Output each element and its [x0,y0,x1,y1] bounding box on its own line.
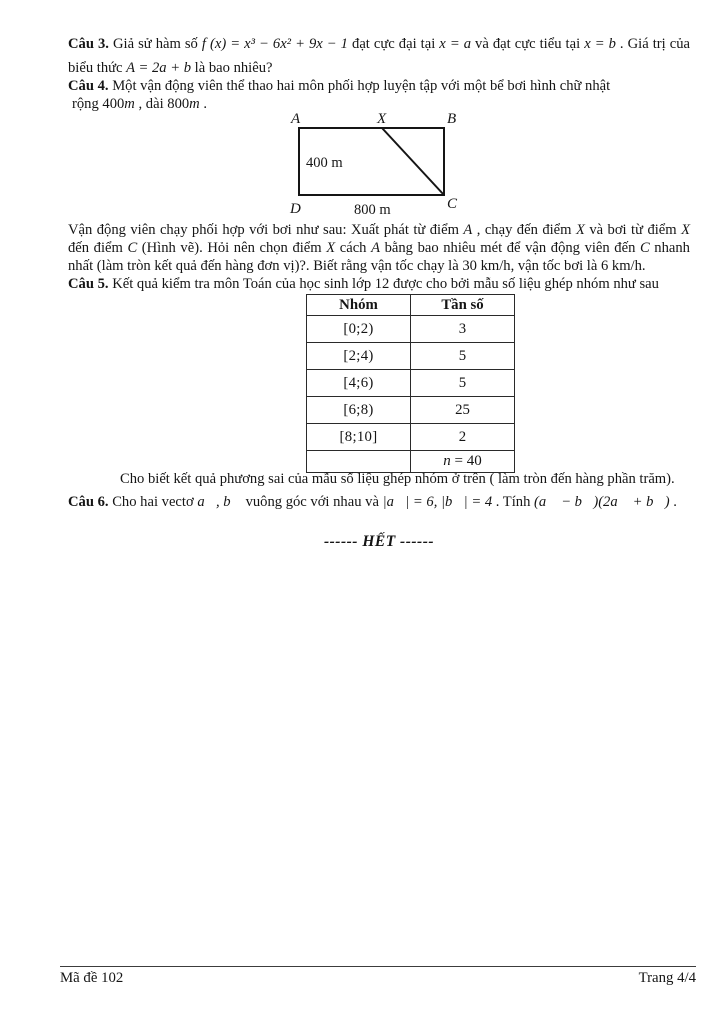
frequency-cell: 5 [411,343,515,370]
frequency-cell: 25 [411,397,515,424]
page-footer [60,966,696,987]
pool-length-label: 800 m [354,202,391,218]
question-5-note: Cho biết kết quả phương sai của mẫu số liệu ghép nhóm ở trên ( làm tròn đến hàng phần trăm). [120,471,675,487]
point-x-label: X [377,111,387,127]
table-row [307,424,515,451]
question-3-line-1: Câu 3. Giả sử hàm số f (x) = x³ − 6x² + 9x − 1 đạt cực đại tại x = a và đạt cực tiểu tại x = b . Giá trị của [68,36,690,52]
frequency-cell: 5 [411,370,515,397]
vertex-a-label: A [291,111,301,127]
group-cell: [8;10] [307,424,411,451]
table-row [307,343,515,370]
frequency-table-wrap [306,294,515,473]
frequency-cell: 3 [411,316,515,343]
group-cell: [2;4) [307,343,411,370]
table-row [307,370,515,397]
pool-width-label: 400 m [306,155,343,171]
frequency-table [306,294,515,473]
table-row [307,397,515,424]
question-4-para-line-2: đến điểm C (Hình vẽ). Hỏi nên chọn điểm X cách A bằng bao nhiêu mét để vận động viên đến C nhanh [68,240,690,256]
swim-path-line [382,128,444,195]
pool-diagram-svg [284,109,474,219]
question-4-line-2: rộng 400m , dài 800m . [72,96,208,112]
group-cell: [4;6) [307,370,411,397]
question-3-line-2: biểu thức A = 2a + b là bao nhiêu? [68,60,273,76]
vertex-d-label: D [290,201,301,217]
table-row [307,316,515,343]
total-cell: n = 40 [411,451,515,473]
vertex-c-label: C [447,196,458,212]
table-header-row [307,295,515,316]
frequency-column-header: Tần số [411,295,515,316]
question-6-line-1: Câu 6. Cho hai vectơ a⃗, b⃗ vuông góc với nhau và |a⃗| = 6, |b⃗| = 4 . Tính (a⃗ − b⃗)(2a⃗ + b⃗) . [68,494,677,510]
page-number: Trang 4/4 [638,970,696,986]
group-cell: [0;2) [307,316,411,343]
group-column-header: Nhóm [307,295,411,316]
question-4-para-line-3: nhất (làm tròn kết quả đến hàng đơn vị)?. Biết rằng vận tốc chạy là 30 km/h, vận tốc bơi là 6 km/h. [68,258,646,274]
question-4-para-line-1: Vận động viên chạy phối hợp với bơi như sau: Xuất phát từ điểm A , chạy đến điểm X và bơi từ điểm X [68,222,690,238]
pool-diagram [284,109,474,219]
vertex-b-label: B [447,111,457,127]
exam-code: Mã đề 102 [60,970,124,986]
end-of-exam-mark: ------ HẾT ------ [323,533,435,550]
question-4-line-1: Câu 4. Một vận động viên thể thao hai môn phối hợp luyện tập với một bể bơi hình chữ nhật [68,78,611,94]
group-cell: [6;8) [307,397,411,424]
frequency-cell: 2 [411,424,515,451]
question-5-line-1: Câu 5. Kết quả kiểm tra môn Toán của học sinh lớp 12 được cho bởi mẫu số liệu ghép nhóm như sau [68,276,659,292]
